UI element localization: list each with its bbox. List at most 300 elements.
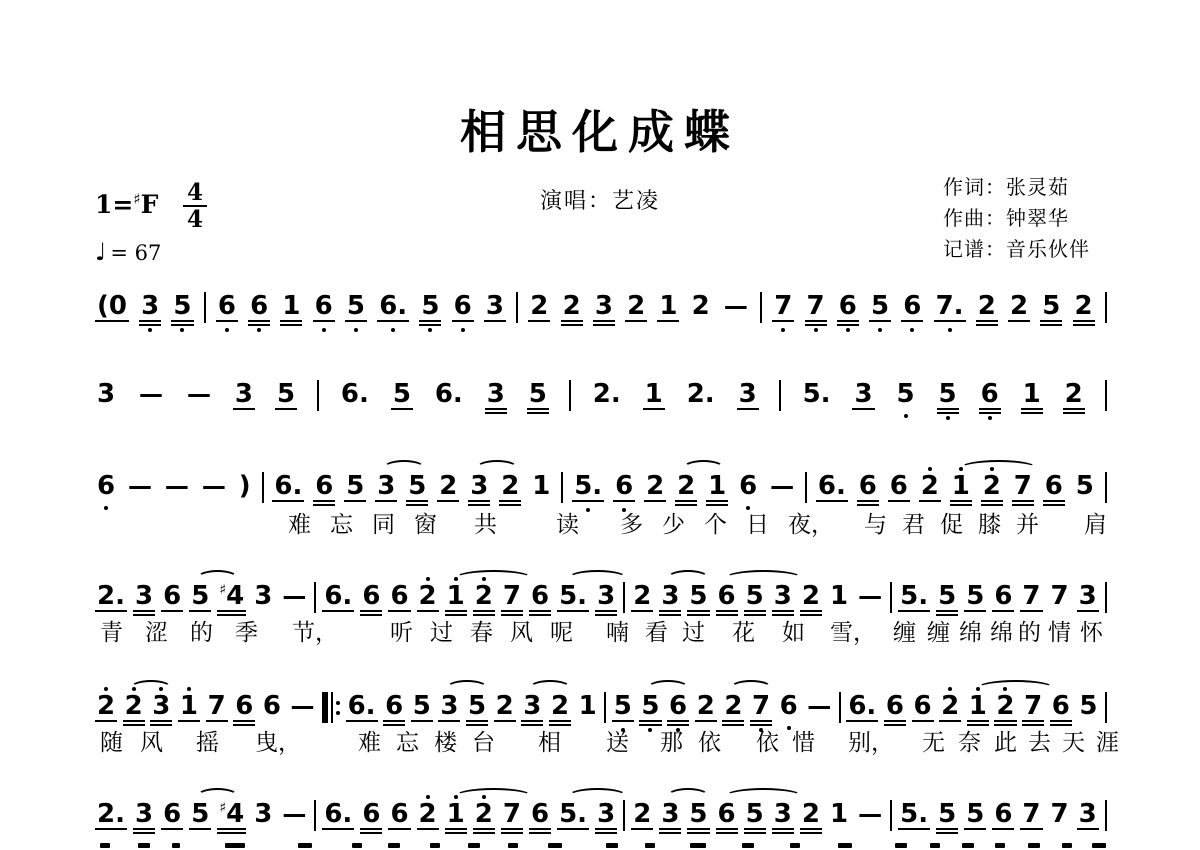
clipped-lyric-fragment	[138, 843, 150, 848]
note	[473, 792, 495, 840]
octave-dot	[354, 328, 358, 332]
note-digit: 6	[1044, 471, 1063, 501]
note	[1063, 372, 1085, 420]
barline	[839, 684, 841, 723]
barline-rule	[623, 800, 625, 831]
note-digit: 3	[152, 691, 171, 721]
note-digit: 2	[977, 291, 996, 321]
barline	[623, 792, 625, 831]
note-digit: 6	[262, 691, 281, 721]
music-line-1	[95, 284, 1107, 332]
note-digit: 5.	[559, 581, 588, 611]
note-digit: 3	[597, 799, 616, 829]
note	[557, 574, 589, 622]
note-digit: 5	[191, 581, 210, 611]
note-digit: 6	[530, 799, 550, 829]
note	[1074, 464, 1096, 510]
credit-lyricist: 作词：张灵茹	[943, 175, 1069, 199]
note-digit: 5.	[900, 581, 929, 611]
note	[936, 574, 958, 622]
note	[133, 792, 155, 840]
note	[1077, 574, 1099, 622]
lyric-syllable: 忘	[330, 512, 353, 538]
clipped-lyric-fragment	[690, 843, 706, 848]
lyric-syllable: 情	[1048, 620, 1071, 646]
note	[417, 574, 439, 622]
lyric-syllable: 难	[358, 730, 381, 756]
note-digit: 2	[982, 471, 1001, 501]
clipped-lyric-fragment	[298, 843, 312, 848]
lyric-syllable: 如	[782, 620, 805, 646]
note	[473, 574, 495, 622]
octave-dot	[781, 328, 785, 332]
note-digit: 3	[523, 691, 542, 721]
barline	[604, 684, 606, 723]
quarter-note-icon: ♩	[95, 238, 107, 266]
note-digit: 5	[613, 691, 632, 721]
note	[419, 284, 441, 332]
note-digit: —	[186, 380, 211, 408]
octave-dot	[746, 506, 750, 510]
octave-dot	[159, 687, 163, 691]
note-digit: 6	[390, 799, 409, 829]
note	[1008, 284, 1030, 332]
note	[898, 574, 930, 622]
note	[313, 464, 335, 512]
barline	[314, 792, 316, 831]
note	[438, 684, 460, 732]
note	[466, 684, 488, 732]
lyric-syllable: 促	[940, 512, 963, 538]
note-digit: 6	[669, 691, 688, 721]
octave-dot	[187, 687, 191, 691]
barline	[1105, 464, 1107, 503]
lyric-syllable: 花	[732, 620, 755, 646]
note-digit: 3	[773, 799, 792, 829]
octave-dot	[586, 508, 590, 512]
lyric-syllable: 读	[556, 512, 579, 538]
repeat-start-barline	[322, 684, 340, 723]
barline	[1105, 792, 1107, 831]
note	[529, 574, 551, 622]
octave-dot-below	[622, 502, 626, 512]
lyric-syllable: 绵	[959, 620, 982, 646]
barline	[805, 464, 807, 503]
note-digit: 2.	[97, 581, 125, 611]
note	[937, 372, 959, 420]
octave-dot	[928, 467, 932, 471]
lyric-syllable: 看	[645, 620, 668, 646]
clipped-lyric-fragment	[930, 843, 940, 848]
note-digit: 6.	[324, 799, 353, 829]
note-digit: 1	[179, 691, 199, 721]
note-digit: 6	[163, 799, 182, 829]
note	[837, 284, 859, 332]
note-digit: 7	[1022, 799, 1041, 829]
note-digit: 3	[738, 379, 757, 409]
clipped-lyric-fragment	[172, 843, 180, 848]
note-digit: 6.	[848, 691, 877, 721]
note	[625, 284, 647, 332]
note	[252, 574, 274, 620]
note	[772, 792, 794, 840]
note	[171, 284, 193, 332]
clipped-lyric-fragment	[352, 843, 362, 848]
repeat-sign-part	[336, 701, 340, 715]
note-digit: 5	[966, 581, 985, 611]
note-digit: —	[858, 800, 883, 828]
note	[657, 284, 679, 332]
note	[406, 464, 428, 512]
octave-dot	[104, 687, 108, 691]
note-digit: 5.	[900, 799, 929, 829]
note	[95, 792, 127, 840]
note	[445, 574, 467, 622]
note-digit: 6.	[274, 471, 303, 501]
note	[884, 684, 906, 732]
barline-rule	[262, 472, 264, 503]
lyric-syllable: 难	[288, 512, 311, 538]
note	[950, 464, 972, 512]
octave-dot	[990, 467, 994, 471]
note-digit: 3	[485, 291, 504, 321]
note-digit: ♯ 4	[219, 581, 245, 611]
note-digit: 6	[530, 581, 550, 611]
note-digit: 3	[134, 799, 154, 829]
clipped-lyric-fragment	[790, 843, 800, 848]
octave-dot	[225, 328, 229, 332]
note-digit: 1	[446, 799, 465, 829]
note-digit: 2	[474, 581, 493, 611]
octave-dot	[948, 687, 952, 691]
octave-dot	[959, 467, 963, 471]
lyric-syllable: 相	[538, 730, 561, 756]
note-digit: —	[858, 582, 883, 610]
octave-dot-below	[225, 322, 229, 332]
note	[377, 284, 409, 332]
note-digit: 5	[392, 379, 411, 409]
note-digit: 6	[889, 471, 908, 501]
note-digit: 7	[1022, 581, 1041, 611]
note	[485, 372, 507, 420]
note-digit: —	[282, 582, 307, 610]
barline	[1105, 372, 1107, 411]
note	[484, 284, 506, 332]
octave-dot	[454, 577, 458, 581]
note	[339, 372, 371, 418]
note	[644, 464, 666, 512]
note	[530, 464, 552, 510]
note-digit: —	[723, 292, 748, 320]
note	[95, 284, 129, 332]
note-digit: 5	[346, 291, 366, 321]
note-digit: 2	[418, 581, 437, 611]
note-digit: 1	[829, 581, 849, 611]
note-digit: 1	[644, 379, 663, 409]
note-digit: 6	[97, 471, 116, 501]
barline-rule	[805, 472, 807, 503]
note	[772, 284, 794, 332]
note-digit: 2	[677, 471, 696, 501]
note	[233, 372, 255, 420]
note-digit: 2	[97, 691, 116, 721]
octave-dot-below	[461, 322, 465, 332]
meter-numerator: 4	[183, 180, 207, 207]
barline	[760, 284, 762, 323]
note-digit: 6	[913, 691, 932, 721]
note	[1050, 684, 1072, 732]
note	[189, 574, 211, 622]
note	[992, 574, 1014, 622]
note	[388, 574, 410, 622]
note-digit: 7	[207, 691, 226, 721]
note-digit: 3	[377, 471, 396, 501]
barline-rule	[623, 582, 625, 613]
note-digit: 3	[254, 581, 273, 611]
note	[388, 792, 410, 840]
lyric-syllable: 季	[235, 620, 258, 646]
note	[322, 574, 354, 622]
lyric-syllable: 奈	[958, 730, 981, 756]
note-digit: 6	[163, 581, 182, 611]
note	[895, 372, 917, 418]
note	[800, 574, 822, 622]
octave-dot-below	[391, 322, 395, 332]
note-digit: 5	[689, 799, 708, 829]
note	[322, 792, 354, 840]
note-digit: 6	[453, 291, 472, 321]
note-digit: 2	[1009, 291, 1029, 321]
repeat-sign	[322, 692, 340, 723]
note	[994, 684, 1016, 732]
note-digit: 5	[745, 799, 764, 829]
note	[383, 684, 405, 732]
note-digit: —	[290, 692, 315, 720]
note-digit: 5	[173, 291, 192, 321]
note-digit: 6	[994, 799, 1013, 829]
note	[261, 684, 283, 730]
barline	[569, 372, 571, 411]
note	[345, 284, 367, 332]
note	[685, 372, 717, 418]
note-digit: —	[807, 692, 832, 720]
octave-dot	[946, 416, 950, 420]
sharp-icon: ♯	[219, 582, 227, 598]
octave-dot	[878, 328, 882, 332]
lyric-syllable: 喃	[606, 620, 629, 646]
note-digit: 5	[689, 581, 708, 611]
note	[577, 684, 599, 730]
music-line-4	[95, 574, 1107, 622]
octave-dot	[904, 414, 908, 418]
note-digit: 5	[276, 379, 296, 409]
clipped-lyric-fragment	[508, 843, 518, 848]
barline	[1105, 284, 1107, 323]
lyric-syllable: 天	[1062, 730, 1085, 756]
barline-rule	[760, 292, 762, 323]
note	[936, 792, 958, 840]
note	[494, 684, 516, 732]
note	[561, 284, 583, 332]
barline	[890, 574, 892, 613]
barline	[516, 284, 518, 323]
duration-dash	[722, 284, 750, 330]
note-digit: 3	[594, 291, 613, 321]
note	[313, 284, 335, 332]
note-digit: 7	[1050, 799, 1069, 829]
barline-rule	[1105, 380, 1107, 411]
note-digit: 2	[501, 471, 520, 501]
lyric-syllable: 节，	[292, 620, 338, 646]
note-digit: 6	[362, 581, 381, 611]
note-digit: 6	[250, 291, 269, 321]
note	[252, 792, 274, 838]
duration-dash	[126, 464, 154, 510]
note	[433, 372, 465, 418]
lyric-syllable: 那	[660, 730, 683, 756]
note	[280, 284, 302, 332]
note	[1073, 284, 1095, 332]
note	[690, 284, 712, 330]
note-digit: 3	[486, 379, 505, 409]
note	[934, 284, 966, 332]
lyric-syllable: 的	[190, 620, 213, 646]
lyric-syllable: 夜，	[788, 512, 834, 538]
clipped-lyric-fragment	[1092, 843, 1106, 848]
note-digit: 5	[745, 581, 764, 611]
note	[189, 792, 211, 840]
note-digit: 7	[1013, 471, 1032, 501]
octave-dot-below	[948, 322, 952, 332]
note-digit: 3	[470, 471, 489, 501]
note-digit: 1	[951, 471, 970, 501]
note	[1021, 372, 1043, 420]
note	[643, 372, 665, 420]
note-digit: 5	[896, 379, 915, 409]
note	[593, 284, 615, 332]
note	[591, 372, 623, 418]
lyric-syllable: 送	[606, 730, 629, 756]
note-digit: 2	[941, 691, 960, 721]
note	[695, 684, 717, 732]
note-digit: 5	[412, 691, 431, 721]
clipped-lyric-fragment	[100, 843, 110, 848]
note	[501, 574, 523, 622]
lyric-syllable: 楼	[434, 730, 457, 756]
note-digit: 6	[717, 581, 736, 611]
note-digit: 6	[217, 291, 236, 321]
note-digit: 5	[966, 799, 985, 829]
note	[1077, 684, 1099, 730]
note	[992, 792, 1014, 840]
sharp-icon: ♯	[219, 800, 227, 816]
note-digit: —	[128, 472, 152, 500]
note-digit: 6	[885, 691, 904, 721]
note	[216, 284, 238, 332]
note-digit: 5	[938, 581, 957, 611]
note-digit: 3	[254, 799, 273, 829]
note-digit: 5	[468, 691, 487, 721]
note-digit: 6	[615, 471, 634, 501]
lyric-syllable: 共	[474, 512, 497, 538]
note-digit: 6	[315, 471, 334, 501]
barline-rule	[890, 800, 892, 831]
note-digit: 7	[502, 581, 521, 611]
duration-dash	[280, 792, 308, 838]
lyric-syllable: 台	[472, 730, 495, 756]
lyric-syllable: 绵	[990, 620, 1013, 646]
music-line-5	[95, 684, 1107, 732]
note-digit: 7	[1024, 691, 1043, 721]
barline-rule	[1105, 472, 1107, 503]
note	[744, 792, 766, 840]
note	[716, 574, 738, 622]
note	[778, 684, 800, 730]
clipped-lyric-fragment	[742, 843, 754, 848]
duration-dash	[163, 464, 191, 510]
note-digit: 5	[421, 291, 440, 321]
note	[360, 574, 382, 622]
duration-dash	[768, 464, 796, 510]
lyric-syllable: 窗	[414, 512, 437, 538]
clipped-lyric-fragment	[388, 843, 400, 848]
note	[898, 792, 930, 840]
note	[981, 464, 1003, 512]
note-digit: 6	[779, 691, 798, 721]
note-digit: 2	[996, 691, 1015, 721]
music-line-6	[95, 792, 1107, 840]
note	[133, 574, 155, 622]
credit-composer: 作曲：钟翠华	[943, 206, 1069, 230]
lyric-syllable: 涩	[145, 620, 168, 646]
note	[737, 372, 759, 420]
octave-dot	[482, 795, 486, 799]
note-digit: 2	[691, 291, 710, 321]
barline	[314, 574, 316, 613]
note	[631, 574, 653, 622]
note-digit: 1	[968, 691, 987, 721]
note	[411, 684, 433, 732]
barline-rule	[604, 692, 606, 723]
note	[976, 284, 998, 332]
octave-dot	[104, 506, 108, 510]
octave-dot-below	[878, 322, 882, 332]
note	[360, 792, 382, 840]
lyric-syllable: 忘	[396, 730, 419, 756]
note-digit: 2	[418, 799, 437, 829]
barline	[1105, 684, 1107, 723]
lyric-syllable: 君	[902, 512, 925, 538]
note	[772, 574, 794, 622]
note	[750, 684, 772, 732]
octave-dot	[426, 795, 430, 799]
note-digit: 3	[661, 581, 680, 611]
lyric-syllable: 缠	[927, 620, 950, 646]
lyric-syllable: 曳，	[255, 730, 301, 756]
octave-dot	[482, 577, 486, 581]
duration-dash	[185, 372, 213, 418]
note	[631, 792, 653, 840]
note	[1043, 464, 1065, 512]
note-digit: 2	[1064, 379, 1083, 409]
duration-dash	[280, 574, 308, 620]
octave-dot	[787, 726, 791, 730]
barline-rule	[204, 292, 206, 323]
key-prefix: 1=	[95, 190, 134, 219]
note-digit: 2	[696, 691, 715, 721]
note	[521, 684, 543, 732]
lyric-syllable: 同	[372, 512, 395, 538]
